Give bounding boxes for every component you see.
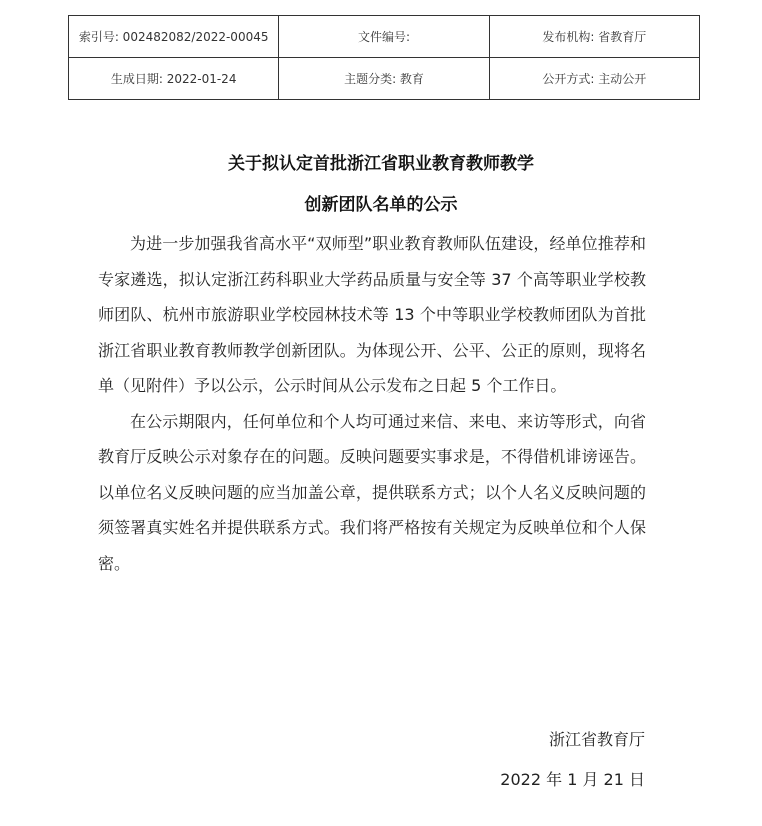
generation-date: 生成日期: 2022-01-24 (69, 58, 279, 100)
signature-organization: 浙江省教育厅 (548, 730, 645, 749)
document-metadata-table (68, 15, 700, 100)
disclosure-method: 公开方式: 主动公开 (489, 58, 699, 100)
notice-title-line-1: 关于拟认定首批浙江省职业教育教师教学 (228, 154, 534, 174)
notice-title-line-2: 创新团队名单的公示 (304, 195, 458, 215)
metadata-row (69, 58, 700, 100)
metadata-row (69, 16, 700, 58)
index-number: 索引号: 002482082/2022-00045 (69, 16, 279, 58)
notice-body (98, 226, 646, 581)
signature-date: 2022 年 1 月 21 日 (500, 770, 645, 789)
topic-category: 主题分类: 教育 (279, 58, 489, 100)
document-number: 文件编号: (279, 16, 489, 58)
body-paragraph: 在公示期限内，任何单位和个人均可通过来信、来电、来访等形式，向省教育厅反映公示对象存在的问题。反映问题要实事求是，不得借机诽谤诬告。以单位名义反映问题的应当加盖公章，提供联系方式；以个人名义反映问题的须签署真实姓名并提供联系方式。我们将严格按有关规定为反映单位和个人保密。 (98, 411, 646, 573)
body-paragraph: 为进一步加强我省高水平“双师型”职业教育教师队伍建设，经单位推荐和专家遴选，拟认定浙江药科职业大学药品质量与安全等 37 个高等职业学校教师团队、杭州市旅游职业学校园林技术等 13 个中等职业学校教师团队为首批浙江省职业教育教师教学创新团队。为体现公开、公平、公正的原则，现将名单（见附件）予以公示，公示时间从公示发布之日起 5 个工作日。 (98, 234, 646, 395)
publishing-agency: 发布机构: 省教育厅 (489, 16, 699, 58)
